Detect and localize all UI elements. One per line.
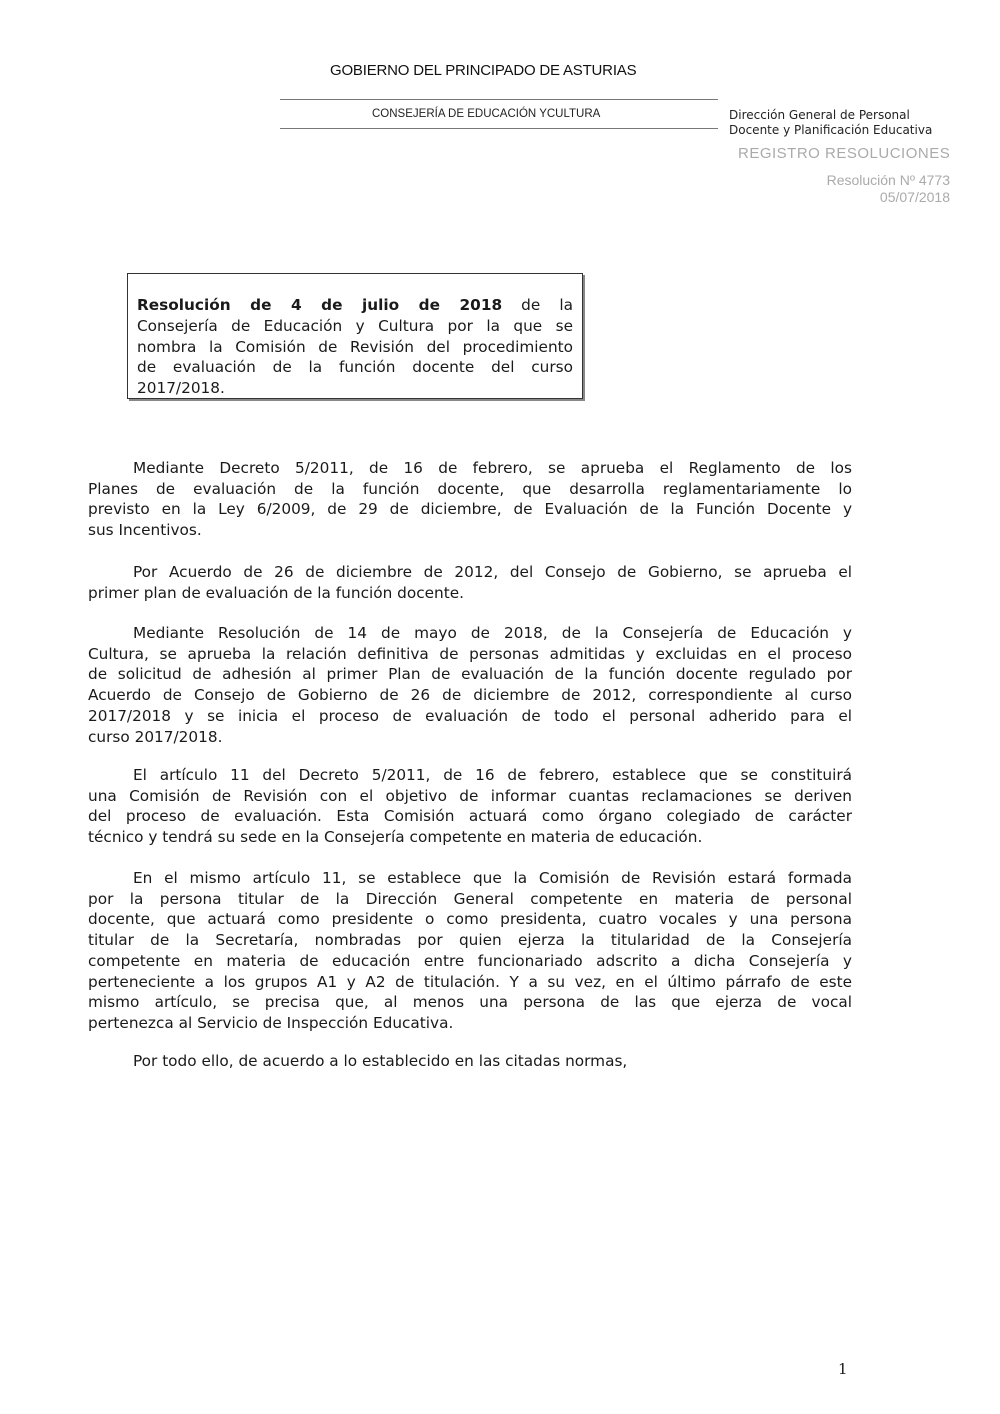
body-paragraph [88, 1051, 852, 1072]
body-paragraph [88, 458, 852, 541]
paragraph-line: En el mismo artículo 11, se establece que la Comisión de Revisión estará formada [133, 869, 852, 887]
title-bold: Resolución de 4 de julio de 2018 [137, 296, 503, 314]
paragraph-line: Por todo ello, de acuerdo a lo establecido en las citadas normas, [133, 1052, 628, 1070]
paragraph-line: del proceso de evaluación. Esta Comisión actuará como órgano colegiado de carácter [88, 807, 852, 826]
page-number: 1 [838, 1360, 848, 1378]
paragraph-line: docente, que actuará como presidente o como presidenta, cuatro vocales y una persona [88, 910, 852, 929]
department-heading: CONSEJERÍA DE EDUCACIÓN YCULTURA [372, 108, 601, 120]
paragraph-line: El artículo 11 del Decreto 5/2011, de 16 de febrero, establece que se constituirá [133, 766, 852, 784]
title-line: de la [502, 296, 573, 314]
government-heading: GOBIERNO DEL PRINCIPADO DE ASTURIAS [330, 62, 637, 79]
resolution-title [137, 295, 573, 399]
paragraph-line: Acuerdo de Consejo de Gobierno de 26 de diciembre de 2012, correspondiente al curso [88, 686, 852, 705]
title-line: 2017/2018. [137, 379, 225, 398]
paragraph-line: Mediante Decreto 5/2011, de 16 de febrero, se aprueba el Reglamento de los [133, 459, 852, 477]
paragraph-line: mismo artículo, se precisa que, al menos una persona de las que ejerza de vocal [88, 993, 852, 1012]
header-rule-top [280, 99, 718, 100]
title-line: de evaluación de la función docente del curso [137, 358, 573, 377]
resolution-number: Resolución Nº 4773 [826, 172, 950, 188]
paragraph-line: sus Incentivos. [88, 521, 202, 540]
paragraph-line: de solicitud de adhesión al primer Plan de evaluación de la función docente regulado por [88, 665, 852, 684]
directorate [729, 108, 932, 138]
paragraph-line: 2017/2018 y se inicia el proceso de evaluación de todo el personal adherido para el [88, 706, 852, 725]
paragraph-line: pertenezca al Servicio de Inspección Educativa. [88, 1013, 454, 1032]
paragraph-line: Por Acuerdo de 26 de diciembre de 2012, del Consejo de Gobierno, se aprueba el [133, 563, 852, 581]
directorate-line: Dirección General de Personal [729, 108, 910, 122]
directorate-line: Docente y Planificación Educativa [729, 123, 933, 137]
paragraph-line: por la persona titular de la Dirección General competente en materia de personal [88, 889, 852, 908]
paragraph-line: una Comisión de Revisión con el objetivo de informar cuantas reclamaciones se deriven [88, 786, 852, 805]
body-paragraph [88, 868, 852, 1034]
paragraph-line: titular de la Secretaría, nombradas por quien ejerza la titularidad de la Consejería [88, 931, 852, 950]
paragraph-line: primer plan de evaluación de la función docente. [88, 583, 464, 602]
body-paragraph [88, 765, 852, 848]
header-rule-bottom [280, 128, 718, 129]
paragraph-line: curso 2017/2018. [88, 727, 223, 746]
body-paragraph [88, 562, 852, 603]
paragraph-line: Mediante Resolución de 14 de mayo de 2018, de la Consejería de Educación y [133, 624, 852, 642]
title-line: nombra la Comisión de Revisión del procedimiento [137, 337, 573, 356]
paragraph-line: perteneciente a los grupos A1 y A2 de titulación. Y a su vez, en el último párrafo de este [88, 972, 852, 991]
title-line: Consejería de Educación y Cultura por la que se [137, 316, 573, 335]
paragraph-line: competente en materia de educación entre funcionariado adscrito a dicha Consejería y [88, 951, 852, 970]
resolution-date: 05/07/2018 [879, 189, 950, 205]
registry-stamp: REGISTRO RESOLUCIONES [738, 145, 951, 162]
paragraph-line: previsto en la Ley 6/2009, de 29 de diciembre, de Evaluación de la Función Docente y [88, 500, 852, 519]
paragraph-line: técnico y tendrá su sede en la Consejería competente en materia de educación. [88, 828, 703, 847]
paragraph-line: Cultura, se aprueba la relación definitiva de personas admitidas y excluidas en el proceso [88, 644, 852, 663]
paragraph-line: Planes de evaluación de la función docente, que desarrolla reglamentariamente lo [88, 479, 852, 498]
body-paragraph [88, 623, 852, 747]
resolution-stamp [827, 172, 950, 206]
